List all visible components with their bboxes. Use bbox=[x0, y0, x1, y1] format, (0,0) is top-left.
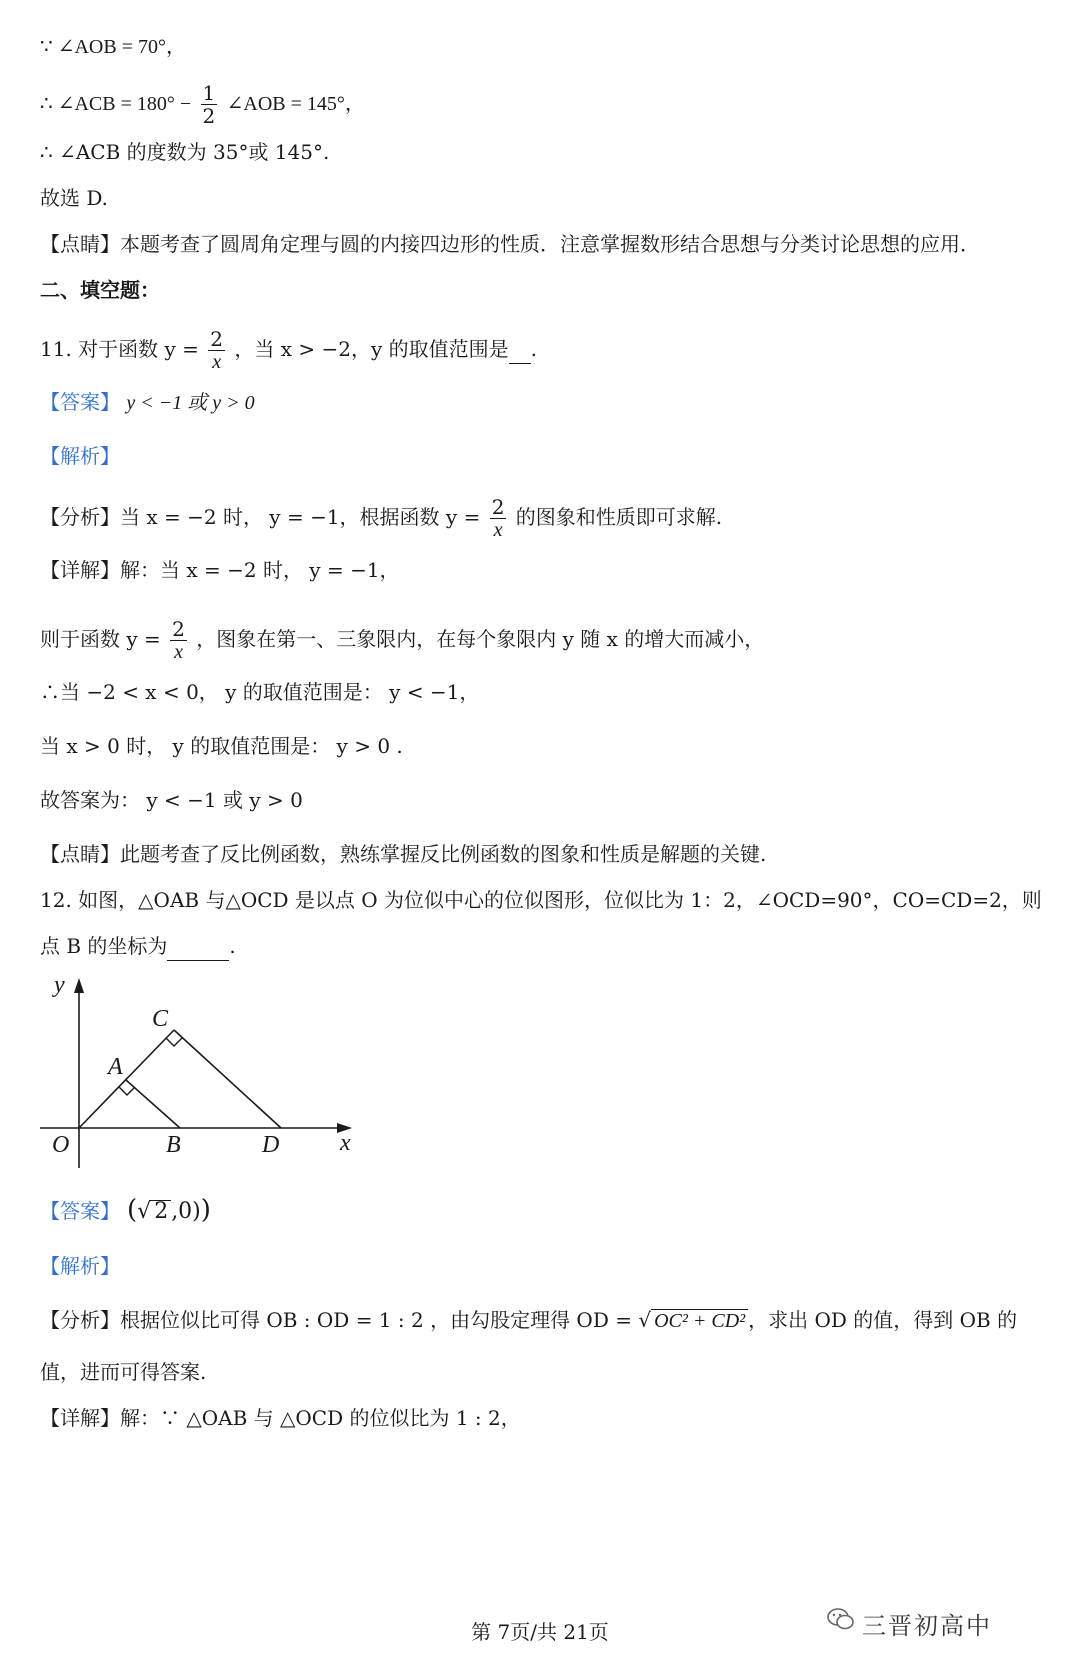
page-footer: 第 7页/共 21页 bbox=[471, 1620, 609, 1644]
watermark: 三晋初高中 bbox=[862, 1606, 992, 1641]
final-answer-11: 故答案为： y < −1 或 y > 0 bbox=[40, 788, 303, 812]
step-range-negative: ∴当 −2 < x < 0， y 的取值范围是： y < −1， bbox=[40, 680, 480, 704]
label-y: y bbox=[54, 972, 65, 998]
segment-cd bbox=[174, 1030, 281, 1128]
xiangjie-11: 【详解】解：当 x = −2 时， y = −1， bbox=[40, 558, 400, 582]
fenxi-12-cont: 值，进而可得答案. bbox=[40, 1360, 207, 1384]
fenxi-12: 【分析】根据位似比可得 OB : OD = 1 : 2 ，由勾股定理得 OD = √ OC² + CD² ，求出 OD 的值，得到 OB 的 bbox=[40, 1308, 1018, 1332]
answer-blank bbox=[167, 932, 229, 961]
step-acb-degree: ∴ ∠ACB 的度数为 35°或 145°. bbox=[40, 140, 330, 164]
question-12: 12. 如图，△OAB 与△OCD 是以点 O 为位似中心的位似图形，位似比为 1：2，∠OCD=90°，CO=CD=2，则 bbox=[40, 888, 1042, 912]
segment-oc bbox=[79, 1030, 174, 1128]
label-d: D bbox=[262, 1132, 280, 1158]
question-12-cont: 点 B 的坐标为 . bbox=[40, 932, 236, 961]
label-o: O bbox=[52, 1132, 70, 1158]
similar-triangles-figure bbox=[40, 972, 370, 1172]
step-angle-aob: ∵ ∠AOB = 70°， bbox=[40, 36, 186, 58]
answer-12: 【答案】 (√ 2 ,0)) bbox=[40, 1195, 211, 1225]
answer-11: 【答案】 y < −1 或 y > 0 bbox=[40, 390, 255, 414]
section-fill-blank: 二、填空题： bbox=[40, 278, 160, 302]
label-b: B bbox=[166, 1132, 181, 1158]
fraction-2-over-x: $\frac{2}{x}$ bbox=[172, 617, 185, 663]
dianjing-10: 【点睛】本题考查了圆周角定理与圆的内接四边形的性质．注意掌握数形结合思想与分类讨论思想的应用． bbox=[40, 232, 980, 256]
fraction-half: $\frac{1}{2}$ bbox=[202, 81, 216, 128]
fenxi-11: 【分析】当 x = −2 时， y = −1，根据函数 y = $\frac{2}{x}$ 的图象和性质即可求解. bbox=[40, 495, 723, 541]
wechat-icon bbox=[826, 1606, 856, 1638]
fraction-2-over-x: $\frac{2}{x}$ bbox=[210, 327, 224, 373]
jiexi-12: 【解析】 bbox=[40, 1254, 120, 1278]
question-11: 11. 对于函数 y = $\frac{2}{x}$ ，当 x > −2，y 的取值范围是 . bbox=[40, 327, 537, 373]
dianjing-11: 【点睛】此题考查了反比例函数，熟练掌握反比例函数的图象和性质是解题的关键. bbox=[40, 842, 767, 866]
step-angle-acb: ∴ ∠ACB = 180° − $\frac{1}{2}$ ∠AOB = 145°， bbox=[40, 81, 365, 128]
right-angle-a bbox=[119, 1087, 135, 1095]
xiangjie-12: 【详解】解：∵ △OAB 与 △OCD 的位似比为 1 : 2， bbox=[40, 1406, 521, 1430]
step-function-quadrants: 则于函数 y = $\frac{2}{x}$ ，图象在第一、三象限内，在每个象限内 y 随 x 的增大而减小， bbox=[40, 617, 765, 663]
answer-blank bbox=[509, 335, 531, 364]
choice-d: 故选 D. bbox=[40, 186, 109, 210]
label-a: A bbox=[108, 1054, 123, 1080]
right-angle-c bbox=[166, 1038, 182, 1046]
fraction-2-over-x: $\frac{2}{x}$ bbox=[491, 495, 505, 541]
label-x: x bbox=[340, 1130, 351, 1156]
label-c: C bbox=[152, 1006, 169, 1032]
step-range-positive: 当 x > 0 时， y 的取值范围是： y > 0 . bbox=[40, 734, 403, 758]
y-axis-arrow bbox=[74, 978, 84, 993]
jiexi-11: 【解析】 bbox=[40, 444, 120, 468]
